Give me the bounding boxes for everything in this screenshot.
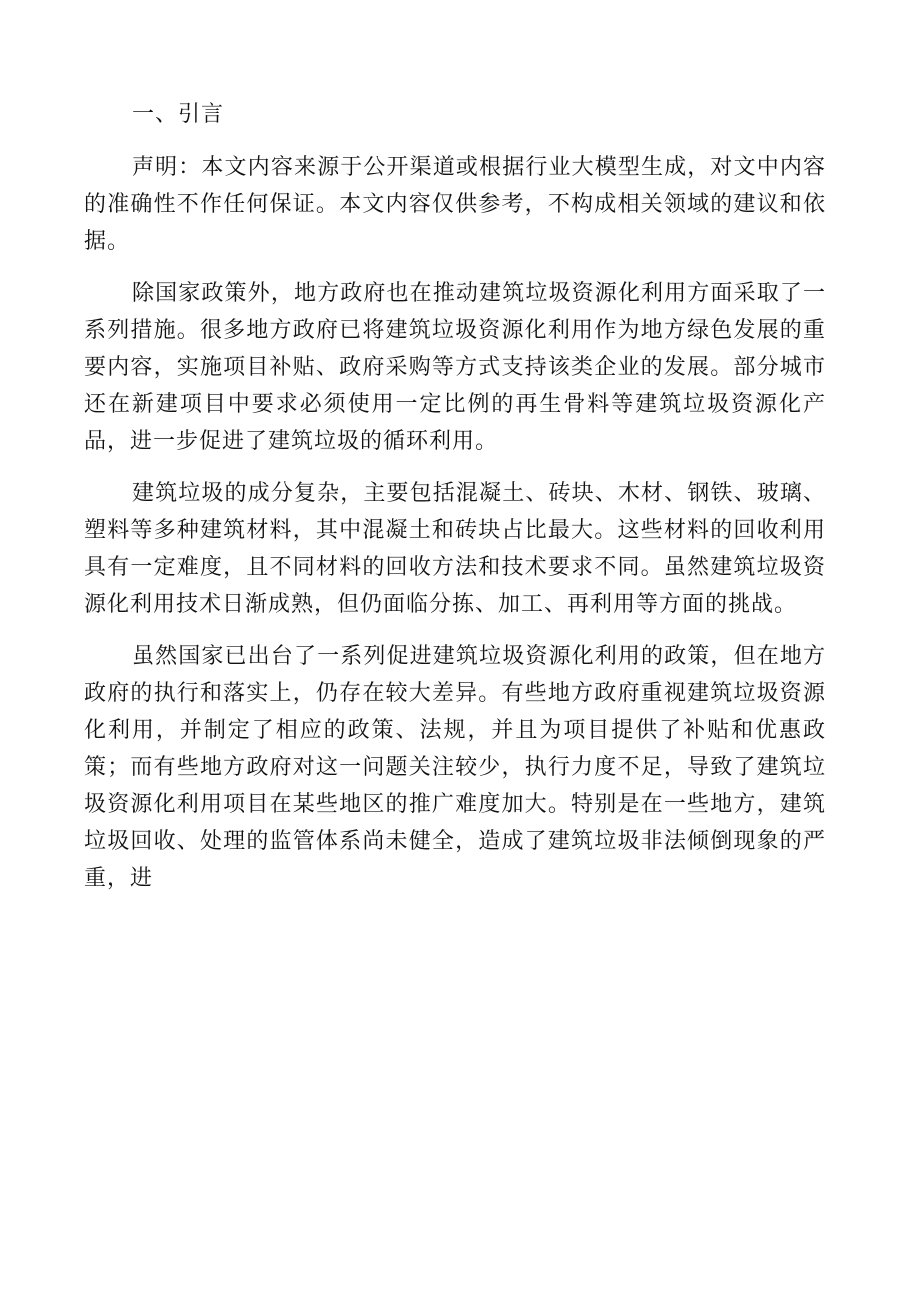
waste-composition-paragraph: 建筑垃圾的成分复杂，主要包括混凝土、砖块、木材、钢铁、玻璃、塑料等多种建筑材料，其中混凝土和砖块占比最大。这些材料的回收利用具有一定难度，且不同材料的回收方法和技术要求不同。虽然建筑垃圾资源化利用技术日渐成熟，但仍面临分拣、加工、再利用等方面的挑战。 [84, 481, 826, 617]
document-body [84, 96, 826, 897]
disclaimer-paragraph: 声明：本文内容来源于公开渠道或根据行业大模型生成，对文中内容的准确性不作任何保证。本文内容仅供参考，不构成相关领域的建议和依据。 [84, 155, 826, 254]
policy-implementation-paragraph: 虽然国家已出台了一系列促进建筑垃圾资源化利用的政策，但在地方政府的执行和落实上，仍存在较大差异。有些地方政府重视建筑垃圾资源化利用，并制定了相应的政策、法规，并且为项目提供了补贴和优惠政策；而有些地方政府对这一问题关注较少，执行力度不足，导致了建筑垃圾资源化利用项目在某些地区的推广难度加大。特别是在一些地方，建筑垃圾回收、处理的监管体系尚未健全，造成了建筑垃圾非法倾倒现象的严重，进 [84, 644, 826, 891]
local-policy-paragraph: 除国家政策外，地方政府也在推动建筑垃圾资源化利用方面采取了一系列措施。很多地方政府已将建筑垃圾资源化利用作为地方绿色发展的重要内容，实施项目补贴、政府采购等方式支持该类企业的发展。部分城市还在新建项目中要求必须使用一定比例的再生骨料等建筑垃圾资源化产品，进一步促进了建筑垃圾的循环利用。 [84, 281, 826, 454]
section-heading: 一、引言 [132, 102, 225, 127]
